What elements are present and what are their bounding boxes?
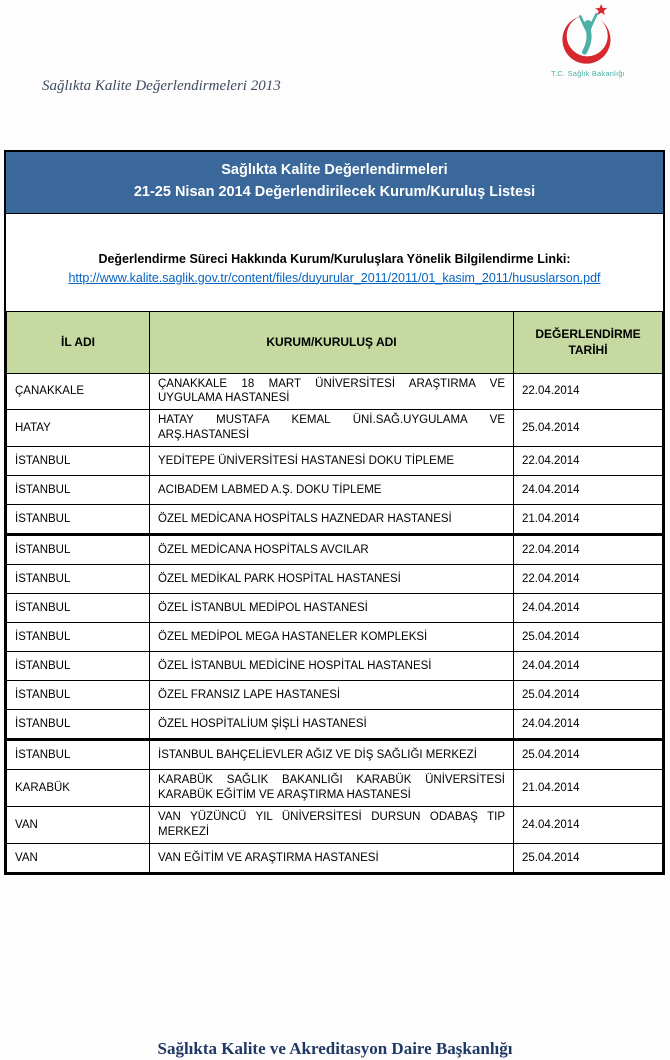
table-header-row bbox=[7, 311, 663, 373]
tarih-cell: 24.04.2014 bbox=[514, 476, 663, 505]
table-row bbox=[7, 594, 663, 623]
kurum-cell: ACIBADEM LABMED A.Ş. DOKU TİPLEME bbox=[150, 476, 514, 505]
kurum-cell: ÖZEL MEDİCANA HOSPİTALS HAZNEDAR HASTANESİ bbox=[150, 505, 514, 535]
table-row bbox=[7, 807, 663, 844]
evaluation-table bbox=[6, 311, 663, 874]
document-note: Sağlıkta Kalite Değerlendirmeleri 2013 bbox=[42, 78, 281, 94]
il-cell: KARABÜK bbox=[7, 770, 150, 807]
tarih-cell: 25.04.2014 bbox=[514, 623, 663, 652]
table-row bbox=[7, 681, 663, 710]
column-header-kurum: KURUM/KURULUŞ ADI bbox=[150, 311, 514, 373]
kurum-cell: ÖZEL FRANSIZ LAPE HASTANESİ bbox=[150, 681, 514, 710]
kurum-cell: ÖZEL MEDİKAL PARK HOSPİTAL HASTANESİ bbox=[150, 565, 514, 594]
title-line-1: Sağlıkta Kalite Değerlendirmeleri bbox=[221, 162, 448, 178]
table-row bbox=[7, 710, 663, 740]
tarih-cell: 21.04.2014 bbox=[514, 505, 663, 535]
il-cell: İSTANBUL bbox=[7, 740, 150, 770]
il-cell: İSTANBUL bbox=[7, 535, 150, 565]
table-row bbox=[7, 740, 663, 770]
tarih-cell: 22.04.2014 bbox=[514, 535, 663, 565]
tarih-cell: 21.04.2014 bbox=[514, 770, 663, 807]
table-row bbox=[7, 505, 663, 535]
title-banner bbox=[6, 152, 663, 214]
kurum-cell: ÖZEL MEDİCANA HOSPİTALS AVCILAR bbox=[150, 535, 514, 565]
kurum-cell: ÖZEL MEDİPOL MEGA HASTANELER KOMPLEKSİ bbox=[150, 623, 514, 652]
info-box bbox=[6, 214, 663, 311]
il-cell: İSTANBUL bbox=[7, 447, 150, 476]
kurum-cell: ÇANAKKALE 18 MART ÜNİVERSİTESİ ARAŞTIRMA VE UYGULAMA HASTANESİ bbox=[150, 373, 514, 410]
tarih-cell: 22.04.2014 bbox=[514, 447, 663, 476]
il-cell: VAN bbox=[7, 807, 150, 844]
il-cell: VAN bbox=[7, 844, 150, 873]
info-link[interactable]: http://www.kalite.saglik.gov.tr/content/files/duyurular_2011/2011/01_kasim_2011/hususlarson.pdf bbox=[68, 270, 601, 285]
table-row bbox=[7, 844, 663, 873]
logo-caption: T.C. Sağlık Bakanlığı bbox=[551, 69, 625, 78]
kurum-cell: ÖZEL HOSPİTALİUM ŞİŞLİ HASTANESİ bbox=[150, 710, 514, 740]
table-row bbox=[7, 565, 663, 594]
kurum-cell: VAN YÜZÜNCÜ YIL ÜNİVERSİTESİ DURSUN ODABAŞ TIP MERKEZİ bbox=[150, 807, 514, 844]
table-row bbox=[7, 476, 663, 505]
column-header-il: İL ADI bbox=[7, 311, 150, 373]
kurum-cell: ÖZEL İSTANBUL MEDİPOL HASTANESİ bbox=[150, 594, 514, 623]
kurum-cell: YEDİTEPE ÜNİVERSİTESİ HASTANESİ DOKU TİPLEME bbox=[150, 447, 514, 476]
il-cell: HATAY bbox=[7, 410, 150, 447]
il-cell: İSTANBUL bbox=[7, 476, 150, 505]
kurum-cell: İSTANBUL BAHÇELİEVLER AĞIZ VE DİŞ SAĞLIĞI MERKEZİ bbox=[150, 740, 514, 770]
table-row bbox=[7, 535, 663, 565]
ministry-logo bbox=[544, 4, 632, 78]
tarih-cell: 25.04.2014 bbox=[514, 681, 663, 710]
table-row bbox=[7, 652, 663, 681]
table-row bbox=[7, 623, 663, 652]
il-cell: ÇANAKKALE bbox=[7, 373, 150, 410]
tarih-cell: 24.04.2014 bbox=[514, 807, 663, 844]
il-cell: İSTANBUL bbox=[7, 623, 150, 652]
tarih-cell: 25.04.2014 bbox=[514, 410, 663, 447]
tarih-cell: 22.04.2014 bbox=[514, 565, 663, 594]
table-row bbox=[7, 447, 663, 476]
table-header bbox=[7, 311, 663, 373]
tarih-cell: 24.04.2014 bbox=[514, 594, 663, 623]
kurum-cell: KARABÜK SAĞLIK BAKANLIĞI KARABÜK ÜNİVERSİTESİ KARABÜK EĞİTİM VE ARAŞTIRMA HASTANESİ bbox=[150, 770, 514, 807]
tarih-cell: 25.04.2014 bbox=[514, 844, 663, 873]
title-line-2: 21-25 Nisan 2014 Değerlendirilecek Kurum/Kuruluş Listesi bbox=[133, 183, 536, 200]
il-cell: İSTANBUL bbox=[7, 505, 150, 535]
il-cell: İSTANBUL bbox=[7, 710, 150, 740]
kurum-cell: HATAY MUSTAFA KEMAL ÜNİ.SAĞ.UYGULAMA VE ARŞ.HASTANESİ bbox=[150, 410, 514, 447]
tarih-cell: 22.04.2014 bbox=[514, 373, 663, 410]
main-content-box bbox=[4, 150, 665, 875]
table-body bbox=[7, 373, 663, 873]
tarih-cell: 24.04.2014 bbox=[514, 652, 663, 681]
column-header-tarih: DEĞERLENDİRME TARİHİ bbox=[514, 311, 663, 373]
kurum-cell: ÖZEL İSTANBUL MEDİCİNE HOSPİTAL HASTANESİ bbox=[150, 652, 514, 681]
kurum-cell: VAN EĞİTİM VE ARAŞTIRMA HASTANESİ bbox=[150, 844, 514, 873]
il-cell: İSTANBUL bbox=[7, 681, 150, 710]
page-footer: Sağlıkta Kalite ve Akreditasyon Daire Başkanlığı bbox=[157, 1039, 513, 1058]
table-row bbox=[7, 373, 663, 410]
info-label: Değerlendirme Süreci Hakkında Kurum/Kuruluşlara Yönelik Bilgilendirme Linki: bbox=[98, 251, 571, 266]
tarih-cell: 25.04.2014 bbox=[514, 740, 663, 770]
il-cell: İSTANBUL bbox=[7, 565, 150, 594]
table-row bbox=[7, 410, 663, 447]
crescent-star-figure-icon bbox=[549, 53, 627, 70]
il-cell: İSTANBUL bbox=[7, 594, 150, 623]
il-cell: İSTANBUL bbox=[7, 652, 150, 681]
tarih-cell: 24.04.2014 bbox=[514, 710, 663, 740]
table-row bbox=[7, 770, 663, 807]
